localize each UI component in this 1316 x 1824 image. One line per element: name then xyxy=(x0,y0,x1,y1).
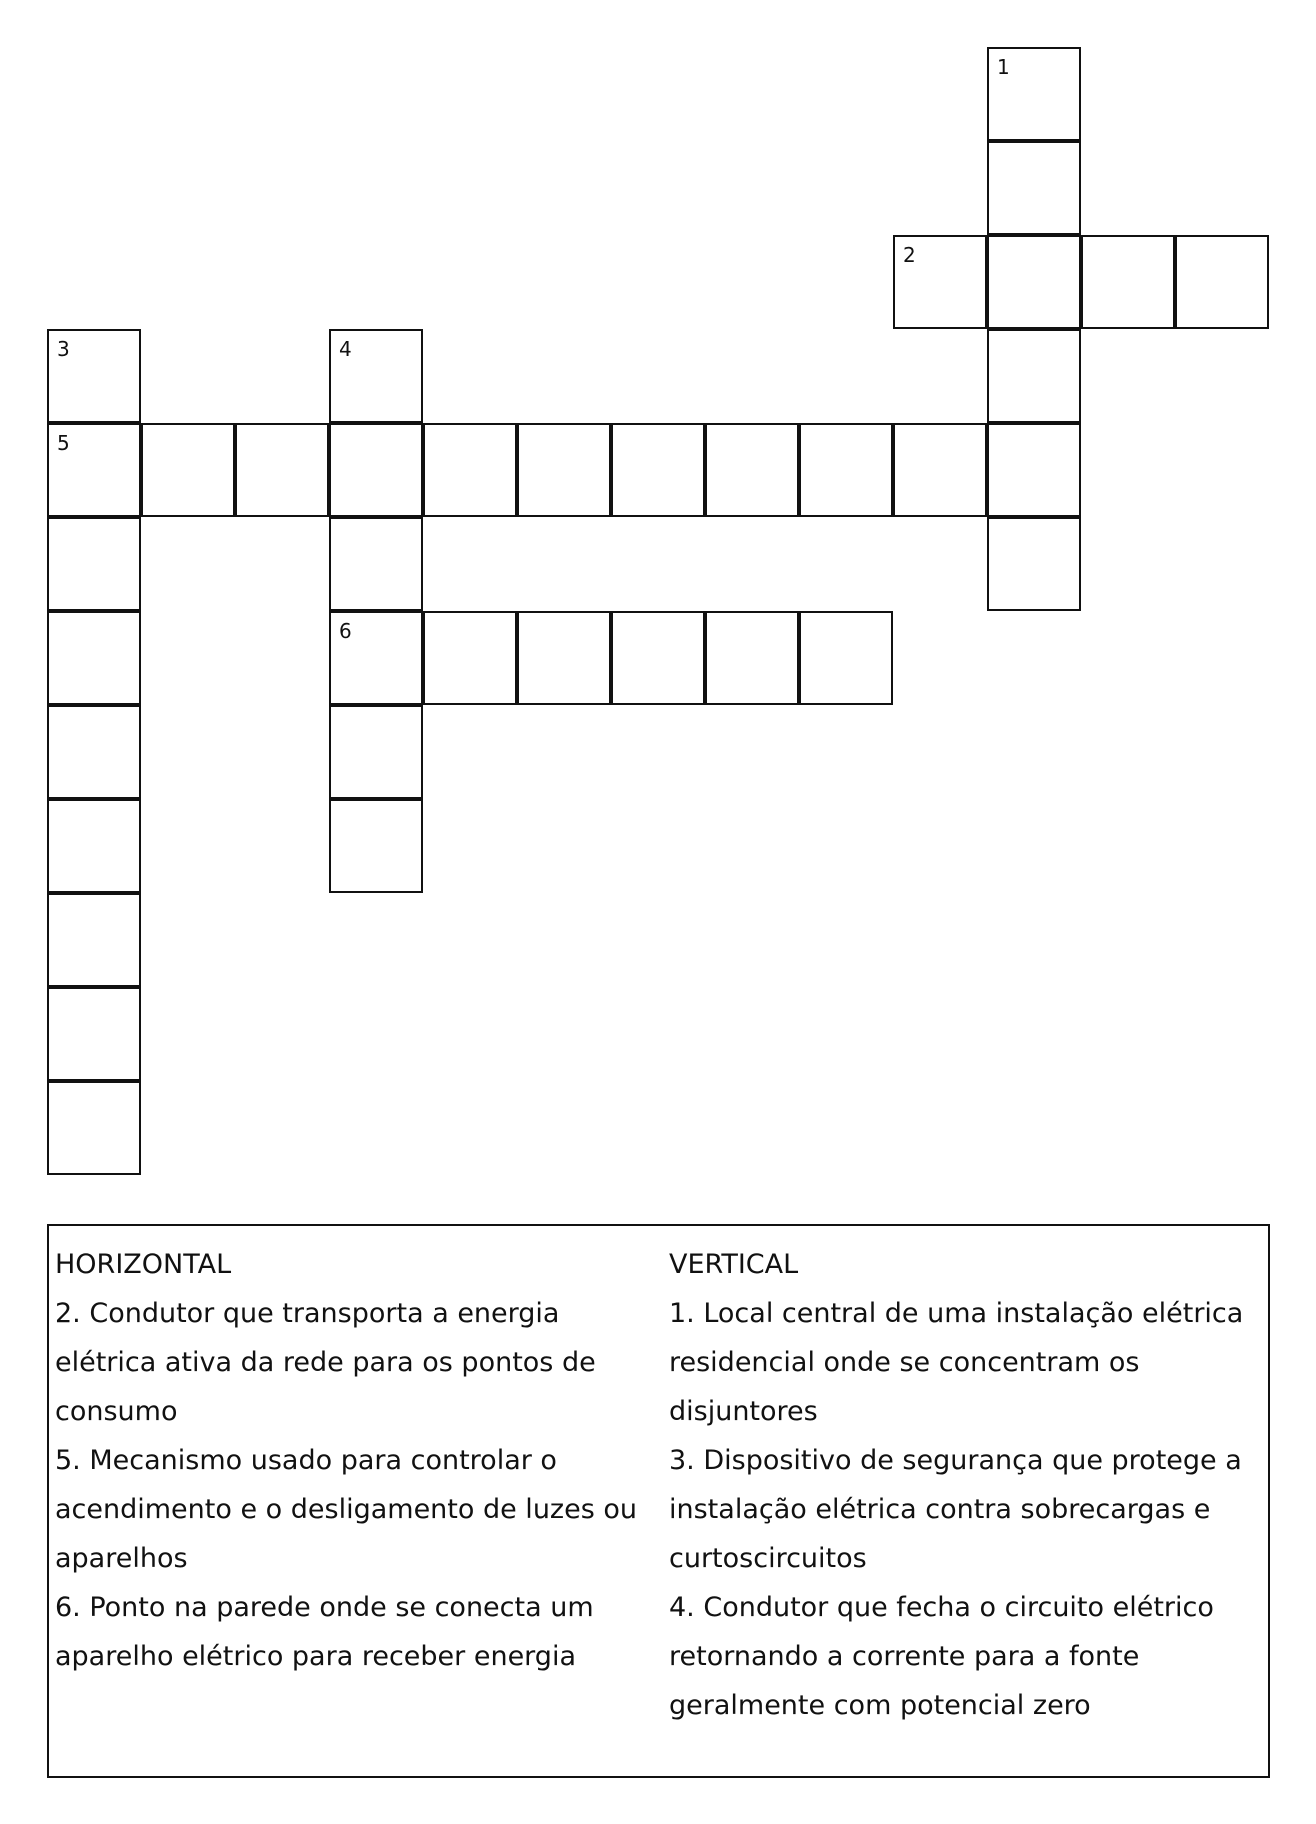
clue-vertical-1: 1. Local central de uma instalação elétrica residencial onde se concentram os disjuntores xyxy=(669,1298,1244,1427)
clue-number: 5 xyxy=(57,431,70,455)
grid-cell[interactable] xyxy=(423,423,517,517)
grid-cell[interactable] xyxy=(47,705,141,799)
grid-cell[interactable] xyxy=(517,611,611,705)
clue-number: 4 xyxy=(339,337,352,361)
grid-cell[interactable] xyxy=(329,611,423,705)
grid-cell[interactable] xyxy=(235,423,329,517)
grid-cell[interactable] xyxy=(893,235,987,329)
grid-cell[interactable] xyxy=(1175,235,1269,329)
grid-cell[interactable] xyxy=(329,705,423,799)
grid-cell[interactable] xyxy=(517,423,611,517)
grid-cell[interactable] xyxy=(47,423,141,517)
grid-cell[interactable] xyxy=(329,517,423,611)
clue-horizontal-6: 6. Ponto na parede onde se conecta um aparelho elétrico para receber energia xyxy=(55,1592,594,1672)
grid-cell[interactable] xyxy=(705,423,799,517)
vertical-heading: VERTICAL xyxy=(669,1249,799,1280)
horizontal-clues xyxy=(55,1240,645,1681)
clue-number: 3 xyxy=(57,337,70,361)
grid-cell[interactable] xyxy=(423,611,517,705)
clue-horizontal-5: 5. Mecanismo usado para controlar o acendimento e o desligamento de luzes ou aparelhos xyxy=(55,1445,637,1574)
grid-cell[interactable] xyxy=(329,799,423,893)
grid-cell[interactable] xyxy=(47,987,141,1081)
grid-cell[interactable] xyxy=(987,423,1081,517)
grid-cell[interactable] xyxy=(987,235,1081,329)
clue-number: 1 xyxy=(997,55,1010,79)
grid-cell[interactable] xyxy=(1081,235,1175,329)
grid-cell[interactable] xyxy=(47,893,141,987)
grid-cell[interactable] xyxy=(329,329,423,423)
horizontal-heading: HORIZONTAL xyxy=(55,1249,232,1280)
vertical-clues xyxy=(669,1240,1264,1730)
clue-number: 6 xyxy=(339,619,352,643)
grid-cell[interactable] xyxy=(611,423,705,517)
clues-box xyxy=(47,1224,1270,1778)
grid-cell[interactable] xyxy=(799,423,893,517)
clue-vertical-3: 3. Dispositivo de segurança que protege a instalação elétrica contra sobrecargas e curtoscircuitos xyxy=(669,1445,1242,1574)
grid-cell[interactable] xyxy=(799,611,893,705)
grid-cell[interactable] xyxy=(47,1081,141,1175)
grid-cell[interactable] xyxy=(987,329,1081,423)
clue-number: 2 xyxy=(903,243,916,267)
grid-cell[interactable] xyxy=(47,517,141,611)
grid-cell[interactable] xyxy=(47,329,141,423)
grid-cell[interactable] xyxy=(987,517,1081,611)
grid-cell[interactable] xyxy=(987,141,1081,235)
grid-cell[interactable] xyxy=(47,799,141,893)
grid-cell[interactable] xyxy=(611,611,705,705)
grid-cell[interactable] xyxy=(705,611,799,705)
clue-horizontal-2: 2. Condutor que transporta a energia elétrica ativa da rede para os pontos de consumo xyxy=(55,1298,596,1427)
grid-cell[interactable] xyxy=(987,47,1081,141)
grid-cell[interactable] xyxy=(141,423,235,517)
grid-cell[interactable] xyxy=(47,611,141,705)
grid-cell[interactable] xyxy=(329,423,423,517)
grid-cell[interactable] xyxy=(893,423,987,517)
clue-vertical-4: 4. Condutor que fecha o circuito elétrico retornando a corrente para a fonte geralmente com potencial zero xyxy=(669,1592,1214,1721)
